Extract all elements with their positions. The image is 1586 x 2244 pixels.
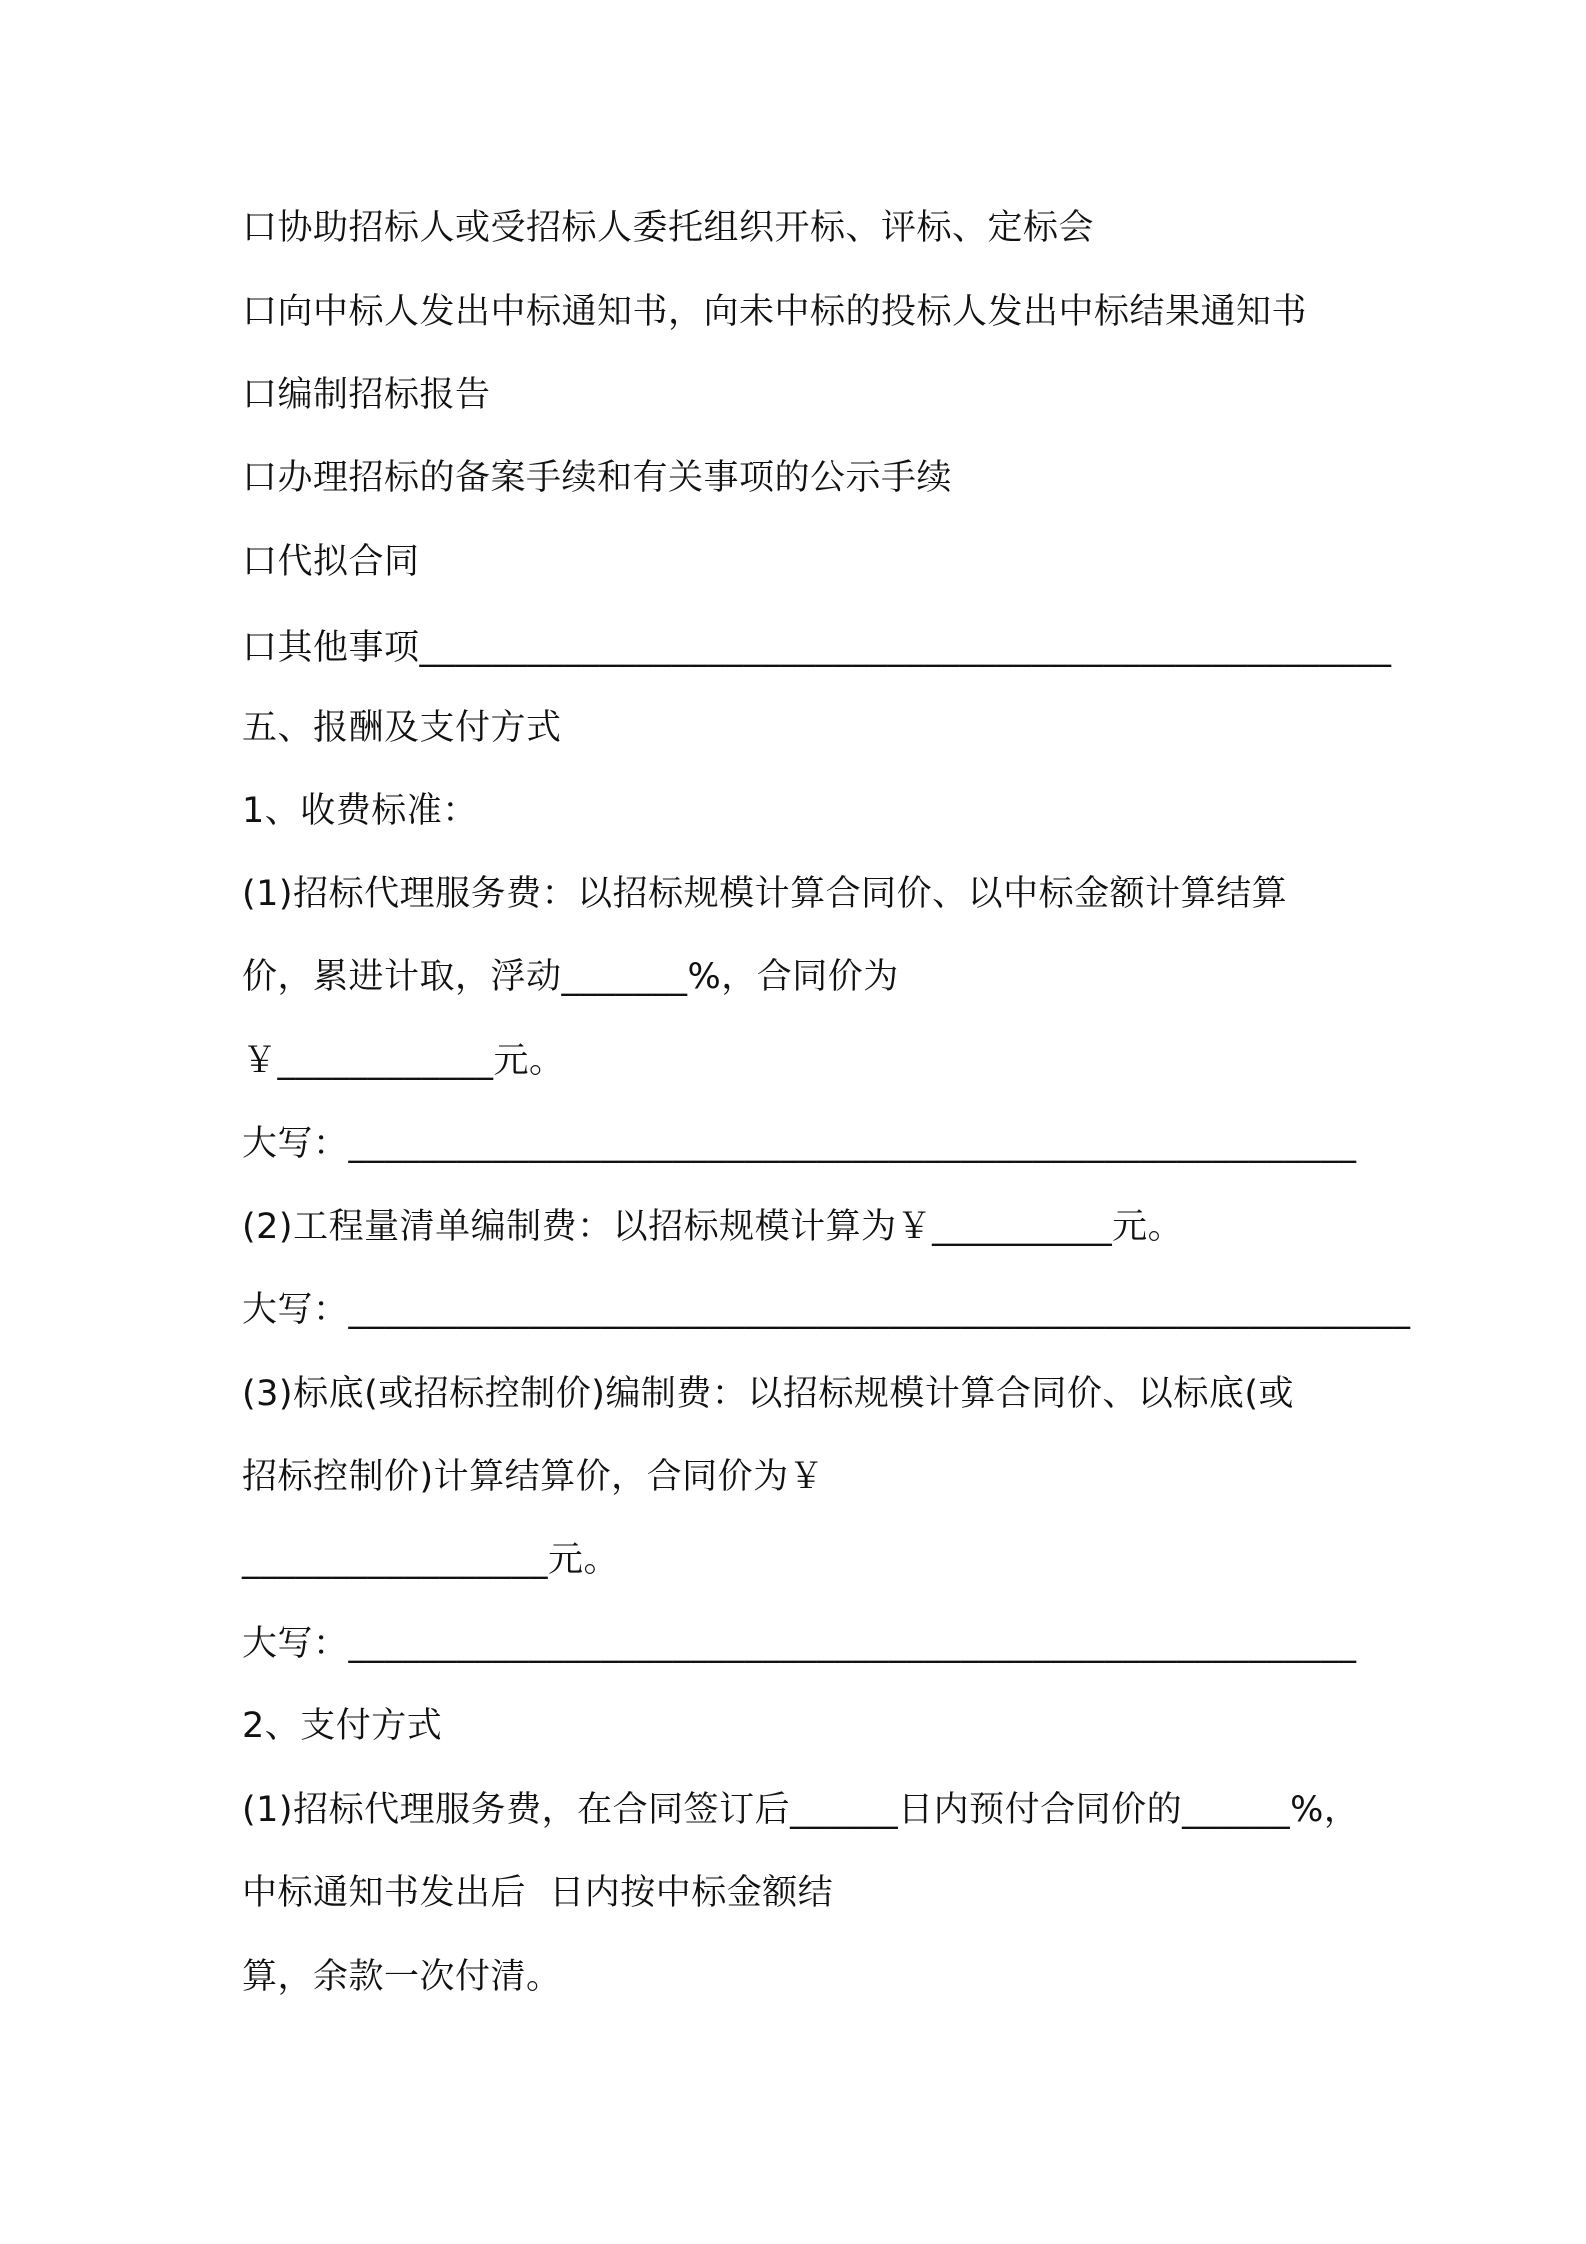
fee-item-3-uppercase: 大写：________________________________________________________ [242, 1624, 1357, 1664]
fee-item-1-line-1: (1)招标代理服务费：以招标规模计算合同价、以中标金额计算结算 [242, 874, 1288, 914]
fee-item-1-line-2: 价，累进计取，浮动_______%，合同价为 [242, 957, 899, 997]
item-assist-bid-opening: 口协助招标人或受招标人委托组织开标、评标、定标会 [242, 208, 1095, 248]
payment-item-1-line-2: 中标通知书发出后 日内按中标金额结 [242, 1873, 834, 1913]
fee-item-2-uppercase: 大写：___________________________________________________________ [242, 1290, 1411, 1330]
item-other-matters: 口其他事项______________________________________________________ [242, 628, 1392, 668]
item-bid-report: 口编制招标报告 [242, 375, 491, 415]
fee-item-3-line-2: 招标控制价)计算结算价，合同价为￥ [242, 1457, 825, 1497]
payment-item-1-line-3: 算，余款一次付清。 [242, 1957, 562, 1997]
item-filing-procedures: 口办理招标的备案手续和有关事项的公示手续 [242, 458, 953, 498]
fee-standard-heading: 1、收费标准： [242, 791, 478, 831]
fee-item-1-uppercase: 大写：________________________________________________________ [242, 1124, 1357, 1164]
fee-item-2: (2)工程量清单编制费：以招标规模计算为￥__________元。 [242, 1207, 1184, 1247]
section-five-heading: 五、报酬及支付方式 [242, 708, 562, 748]
item-issue-notices: 口向中标人发出中标通知书，向未中标的投标人发出中标结果通知书 [242, 292, 1308, 332]
fee-item-1-amount: ￥____________元。 [242, 1041, 565, 1081]
fee-item-3-line-1: (3)标底(或招标控制价)编制费：以招标规模计算合同价、以标底(或 [242, 1374, 1295, 1414]
payment-method-heading: 2、支付方式 [242, 1706, 443, 1746]
fee-item-3-amount: _________________元。 [242, 1540, 620, 1580]
item-draft-contract: 口代拟合同 [242, 542, 420, 582]
payment-item-1-line-1: (1)招标代理服务费，在合同签订后______日内预付合同价的______%， [242, 1790, 1360, 1830]
